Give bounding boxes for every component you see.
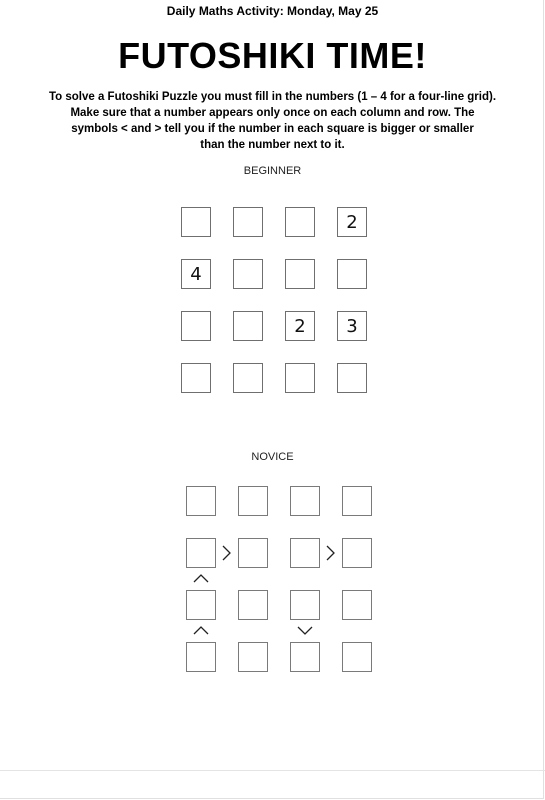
puzzle-cell[interactable] bbox=[290, 538, 320, 568]
down-caret-sign bbox=[297, 626, 313, 635]
puzzle-cell[interactable] bbox=[186, 590, 216, 620]
puzzle-cell: 2 bbox=[337, 207, 367, 237]
puzzle-cell[interactable] bbox=[186, 538, 216, 568]
puzzle-cell[interactable] bbox=[238, 590, 268, 620]
up-caret-sign bbox=[193, 626, 209, 635]
puzzle-cell[interactable] bbox=[238, 538, 268, 568]
puzzle-cell[interactable] bbox=[181, 363, 211, 393]
puzzle-cell[interactable] bbox=[342, 486, 372, 516]
puzzle-cell[interactable] bbox=[342, 590, 372, 620]
instructions-line: than the number next to it. bbox=[200, 139, 345, 151]
puzzle-cell[interactable] bbox=[186, 642, 216, 672]
puzzle-cell[interactable] bbox=[285, 259, 315, 289]
activity-date-header: Daily Maths Activity: Monday, May 25 bbox=[166, 4, 379, 18]
beginner-label: BEGINNER bbox=[243, 165, 302, 177]
greater-than-sign bbox=[326, 545, 336, 561]
puzzle-cell[interactable] bbox=[233, 363, 263, 393]
up-caret-sign bbox=[193, 574, 209, 583]
puzzle-cell: 4 bbox=[181, 259, 211, 289]
puzzle-cell[interactable] bbox=[238, 642, 268, 672]
puzzle-cell[interactable] bbox=[342, 642, 372, 672]
greater-than-sign bbox=[222, 545, 232, 561]
puzzle-cell[interactable] bbox=[186, 486, 216, 516]
instructions-line: symbols < and > tell you if the number in each square is bigger or smaller bbox=[71, 123, 474, 135]
puzzle-cell[interactable] bbox=[285, 363, 315, 393]
puzzle-cell[interactable] bbox=[342, 538, 372, 568]
page-break-divider bbox=[0, 770, 545, 771]
puzzle-cell[interactable] bbox=[238, 486, 268, 516]
puzzle-cell[interactable] bbox=[337, 259, 367, 289]
puzzle-cell[interactable] bbox=[181, 207, 211, 237]
instructions-line: To solve a Futoshiki Puzzle you must fill in the numbers (1 – 4 for a four-line grid). bbox=[48, 91, 497, 103]
puzzle-cell[interactable] bbox=[181, 311, 211, 341]
puzzle-cell[interactable] bbox=[233, 207, 263, 237]
page-title: FUTOSHIKI TIME! bbox=[118, 35, 427, 76]
puzzle-cell[interactable] bbox=[290, 486, 320, 516]
puzzle-cell: 2 bbox=[285, 311, 315, 341]
puzzle-cell[interactable] bbox=[290, 642, 320, 672]
novice-label: NOVICE bbox=[251, 451, 294, 463]
puzzle-cell[interactable] bbox=[233, 311, 263, 341]
instructions-line: Make sure that a number appears only once on each column and row. The bbox=[70, 107, 475, 119]
puzzle-cell[interactable] bbox=[285, 207, 315, 237]
puzzle-cell[interactable] bbox=[337, 363, 367, 393]
puzzle-cell: 3 bbox=[337, 311, 367, 341]
puzzle-cell[interactable] bbox=[233, 259, 263, 289]
instructions bbox=[40, 89, 505, 153]
puzzle-cell[interactable] bbox=[290, 590, 320, 620]
